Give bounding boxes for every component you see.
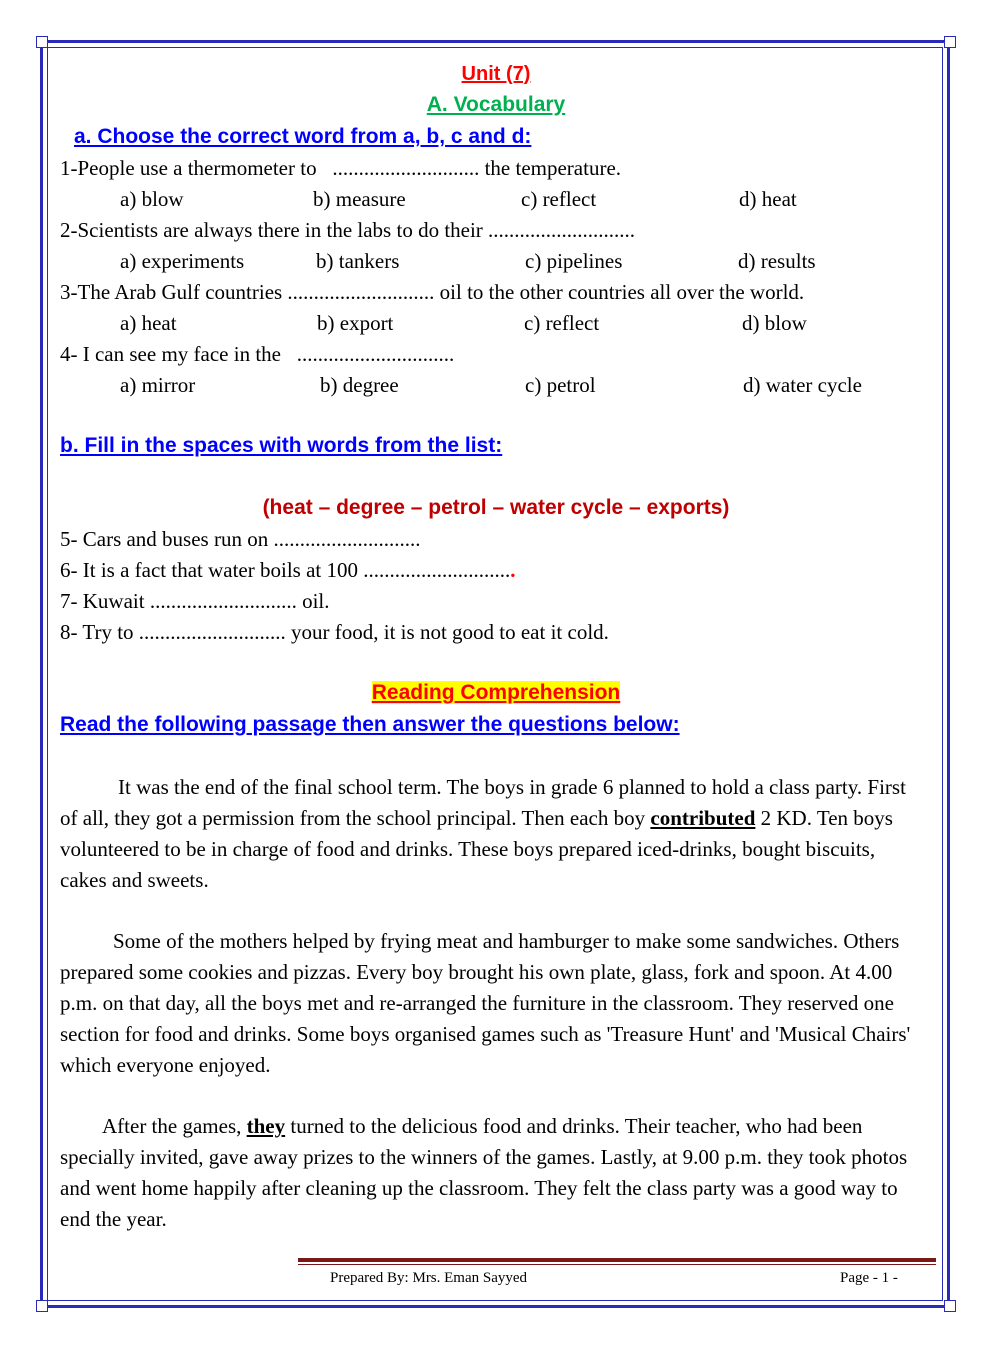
question-2: 2-Scientists are always there in the labs to do their ............................ — [60, 218, 636, 242]
reading-instruction: Read the following passage then answer the questions below: — [60, 713, 680, 736]
corner-ornament — [36, 1300, 48, 1312]
question-1: 1-People use a thermometer to ............................ the temperature. — [60, 156, 622, 180]
footer-divider — [298, 1264, 936, 1265]
key-word: they — [246, 1114, 286, 1138]
fill-question-5: 5- Cars and buses run on ............................ — [60, 527, 421, 551]
option-c: c) reflect — [524, 311, 600, 335]
option-c: c) petrol — [525, 373, 596, 397]
option-d: d) blow — [742, 311, 807, 335]
part-a-heading: a. Choose the correct word from a, b, c and d: — [74, 125, 532, 148]
option-b: b) export — [317, 311, 394, 335]
key-word: contributed — [650, 806, 756, 830]
footer-page-number: Page - 1 - — [840, 1270, 898, 1286]
footer-divider — [298, 1258, 936, 1262]
option-a: a) mirror — [120, 373, 196, 397]
unit-title: Unit (7) — [461, 63, 531, 85]
option-c: c) reflect — [521, 187, 597, 211]
section-title: A. Vocabulary — [426, 93, 566, 116]
option-a: a) heat — [120, 311, 177, 335]
option-d: d) results — [738, 249, 816, 273]
passage-paragraph-3: After the games, they turned to the delicious food and drinks. Their teacher, who had been specially invited, gave away prizes to the winners of the games. Lastly, at 9.00 p.m. they took photos and went home happily after cleaning up the classroom. They felt the class party was a good way to end the year. — [60, 1114, 908, 1231]
option-a: a) experiments — [120, 249, 245, 273]
fill-question-8: 8- Try to ............................ your food, it is not good to eat it cold. — [60, 620, 609, 644]
passage-paragraph-1: It was the end of the final school term. The boys in grade 6 planned to hold a class party. First of all, they got a permission from the school principal. Then each boy contributed 2 KD. Ten boys volunteered to be in charge of food and drinks. These boys prepared iced-drinks, bought biscuits, cakes and sweets. — [60, 775, 906, 892]
passage-paragraph-2: Some of the mothers helped by frying meat and hamburger to make some sandwiches. Others prepared some cookies and pizzas. Every boy brought his own plate, glass, fork and spoon. At 4.00 p.m. on that day, all the boys met and re-arranged the furniture in the classroom. They reserved one section for food and drinks. Some boys organised games such as 'Treasure Hunt' and 'Musical Chairs' which everyone enjoyed. — [60, 929, 911, 1077]
option-b: b) degree — [320, 373, 399, 397]
reading-title: Reading Comprehension — [371, 681, 621, 704]
fill-question-7: 7- Kuwait ............................ oil. — [60, 589, 330, 613]
footer-author: Prepared By: Mrs. Eman Sayyed — [330, 1270, 528, 1286]
corner-ornament — [944, 36, 956, 48]
option-c: c) pipelines — [525, 249, 623, 273]
option-a: a) blow — [120, 187, 184, 211]
word-list: (heat – degree – petrol – water cycle – exports) — [262, 496, 730, 519]
option-d: d) heat — [739, 187, 797, 211]
corner-ornament — [36, 36, 48, 48]
option-d: d) water cycle — [743, 373, 862, 397]
option-b: b) tankers — [316, 249, 400, 273]
option-b: b) measure — [313, 187, 406, 211]
fill-question-6: 6- It is a fact that water boils at 100 ............................. — [60, 558, 516, 582]
corner-ornament — [944, 1300, 956, 1312]
part-b-heading: b. Fill in the spaces with words from the list: — [60, 434, 503, 457]
question-4: 4- I can see my face in the .............................. — [60, 342, 455, 366]
question-3: 3-The Arab Gulf countries ............................ oil to the other countries all over the world. — [60, 280, 805, 304]
